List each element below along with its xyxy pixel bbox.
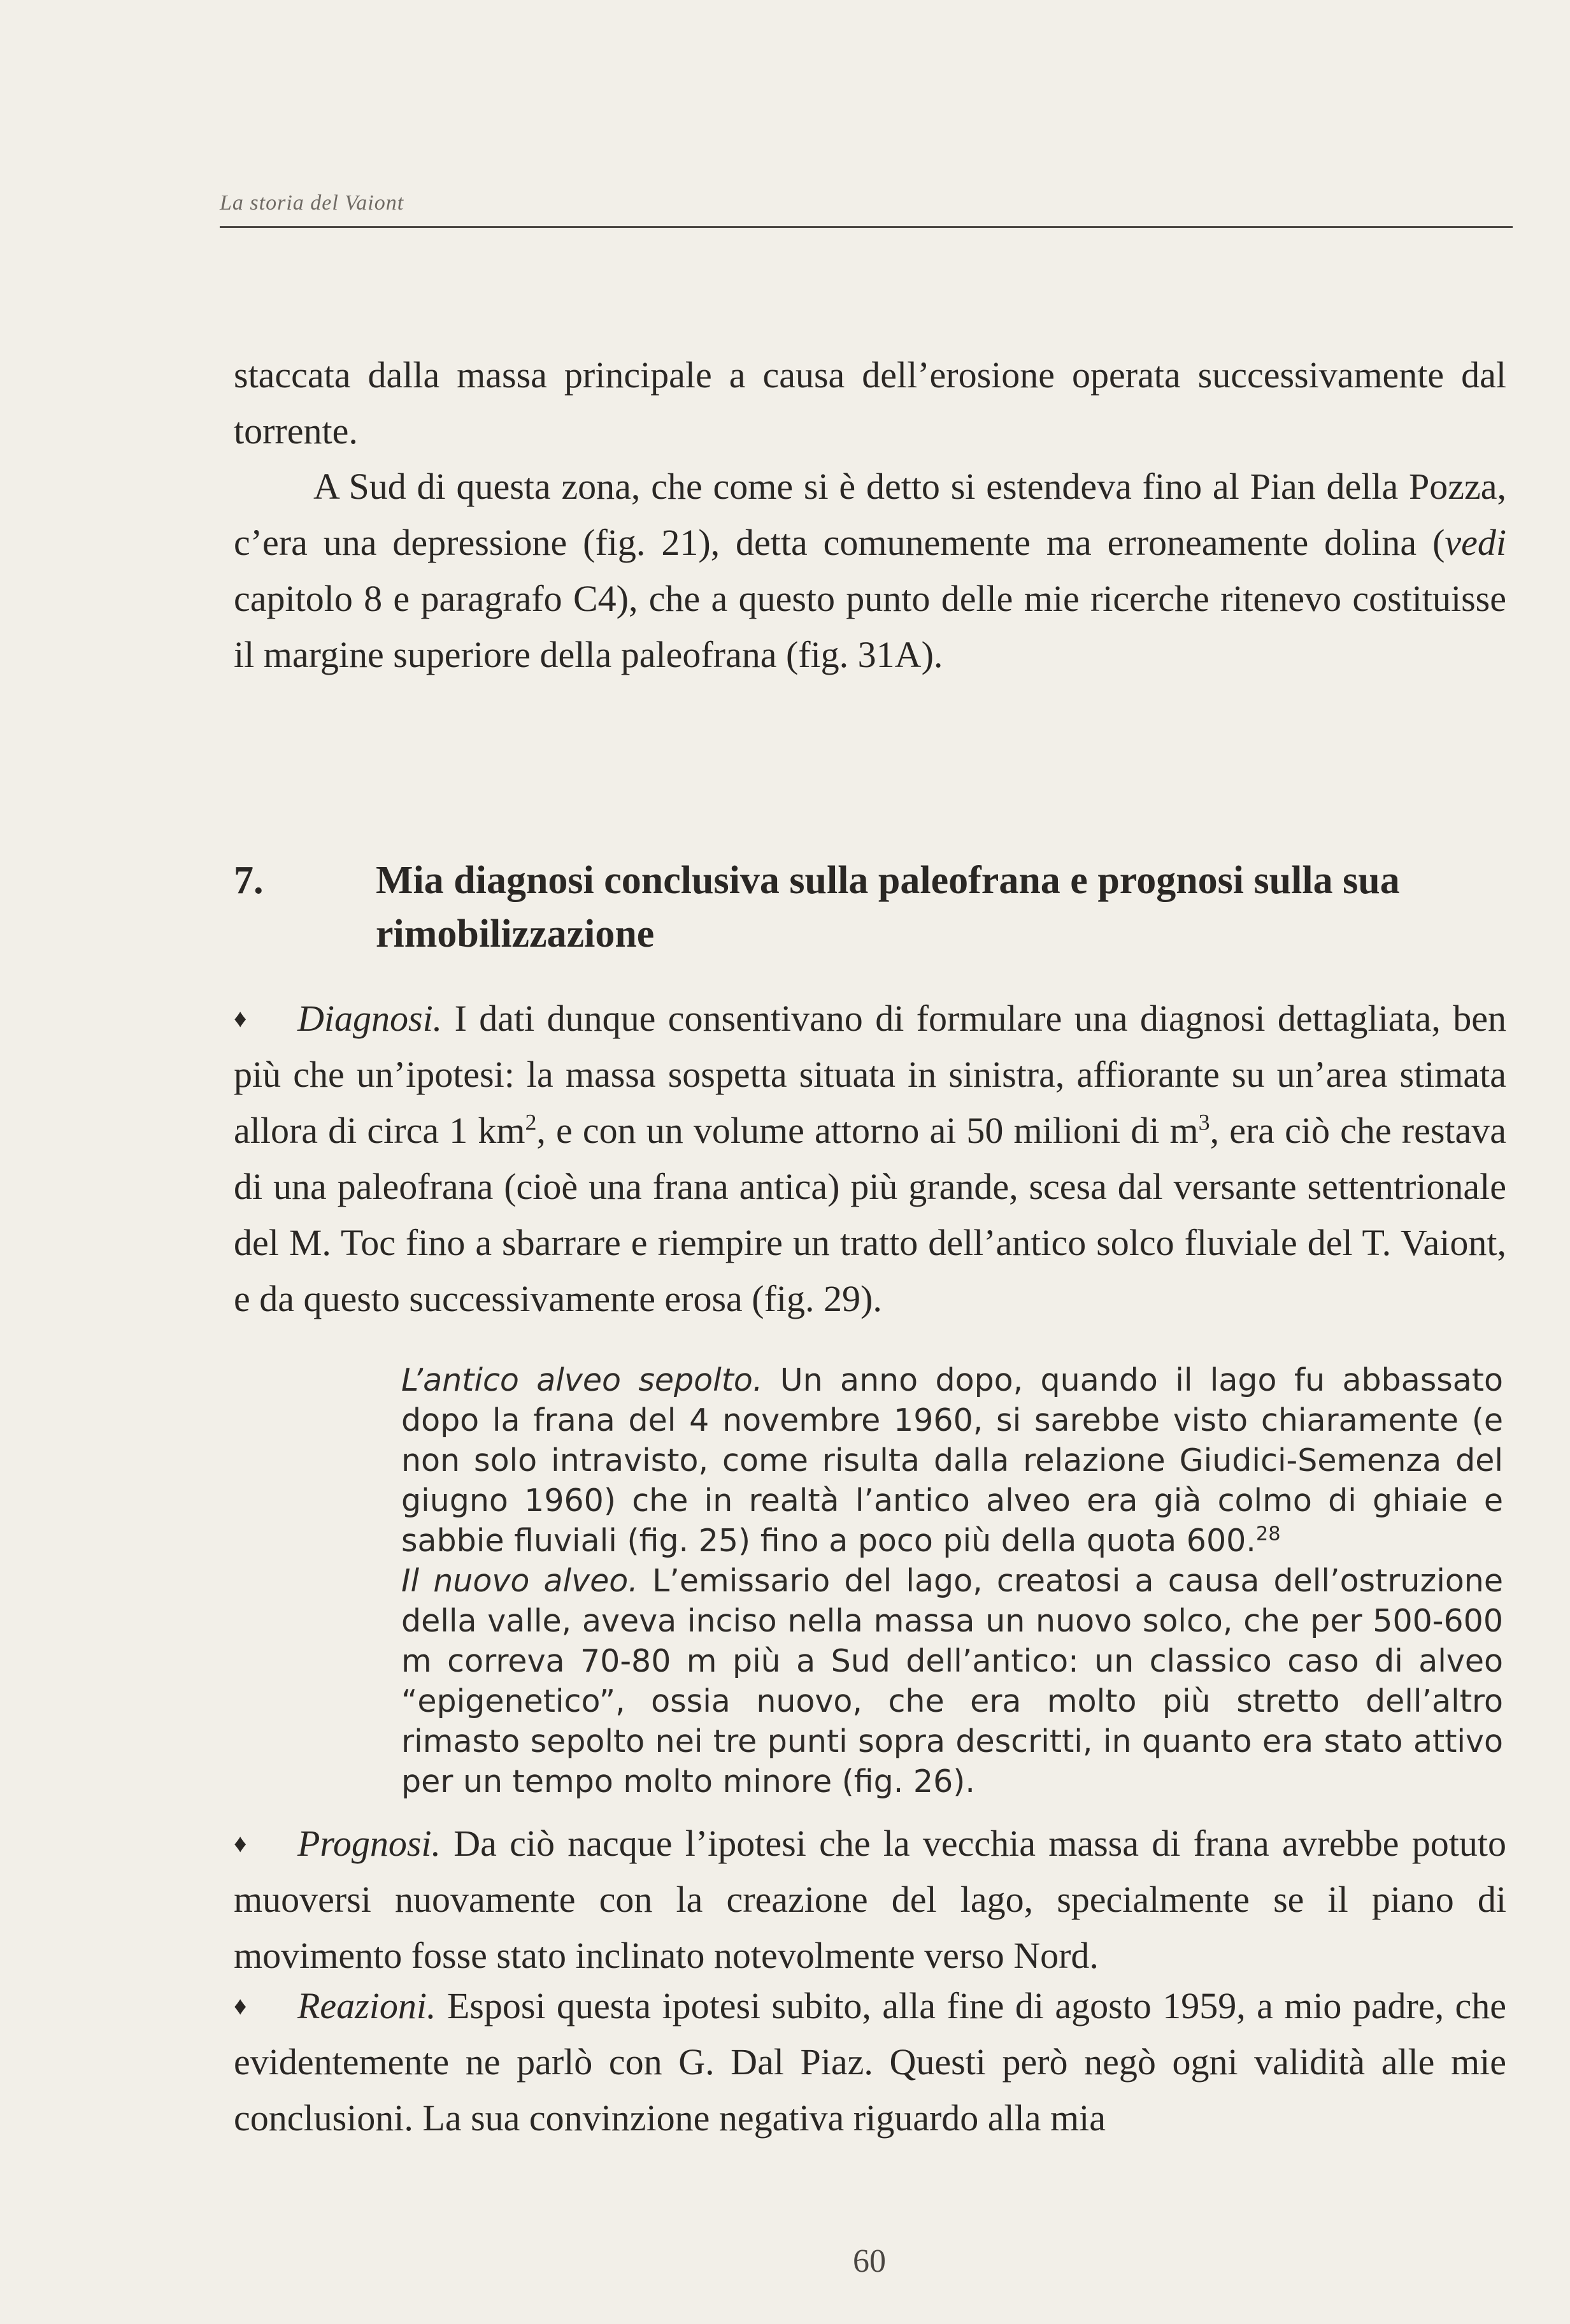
item-lead: Prognosi. — [297, 1823, 441, 1864]
paragraph-continuation: staccata dalla massa principale a causa dell’erosione operata successivamente dal torrente. — [234, 354, 1506, 452]
paragraph-vedi: vedi — [1445, 522, 1506, 563]
section-heading — [234, 854, 1514, 961]
paragraph-text: A Sud di questa zona, che come si è detto si estendeva fino al Pian della Pozza, c’era una depressione (fig. 21), detta comunemente ma erroneamente dolina ( — [234, 466, 1506, 563]
diamond-bullet-icon: ♦ — [234, 1829, 247, 1858]
footnote-marker: 28 — [1255, 1523, 1281, 1546]
paragraph-dolina — [234, 459, 1506, 683]
item-lead: Diagnosi. — [297, 998, 443, 1039]
item-text: Esposi questa ipotesi subito, alla fine di agosto 1959, a mio padre, che evidentemente ne parlò con G. Dal Piaz. Questi però negò ogni validità alle mie conclusioni. La sua convinzione negativa riguardo alla mia — [234, 1985, 1506, 2139]
inset-note — [401, 1360, 1503, 1802]
running-header: La storia del Vaiont — [220, 191, 404, 215]
item-prognosi — [234, 1816, 1506, 1984]
inset-text: L’emissario del lago, creatosi a causa dell’ostruzione della valle, aveva inciso nella massa un nuovo solco, che per 500-600 m correva 70-80 m più a Sud dell’antico: un classico caso di alveo “epigenetico”, ossia nuovo, che era molto più stretto dell’altro rimasto sepolto nei tre punti sopra descritti, in quanto era stato attivo per un tempo molto minore (fig. 26). — [401, 1563, 1504, 1800]
item-text: , era ciò che restava di una paleofrana (cioè una frana antica) più grande, scesa dal versante settentrionale del M. Toc fino a sbarrare e riempire un tratto dell’antico solco fluviale del T. Vaiont, e da questo successivamente erosa (fig. 29). — [234, 1110, 1507, 1319]
section-number: 7. — [234, 859, 264, 902]
inset-lead: Il nuovo alveo. — [401, 1563, 638, 1599]
item-reazioni — [234, 1978, 1506, 2146]
item-lead: Reazioni. — [297, 1985, 436, 2026]
diamond-bullet-icon: ♦ — [234, 1004, 247, 1033]
section-title: Mia diagnosi conclusiva sulla paleofrana e prognosi sulla sua rimobilizzazione — [376, 859, 1400, 956]
page-number: 60 — [853, 2243, 886, 2279]
paragraph-text: capitolo 8 e paragrafo C4), che a questo punto delle mie ricerche ritenevo costituisse il margine superiore della paleofrana (fig. 31A). — [234, 578, 1506, 675]
header-rule — [220, 226, 1513, 228]
superscript: 3 — [1198, 1109, 1210, 1135]
item-text: I dati dunque consentivano di formulare una diagnosi dettagliata, ben più che un’ipotesi: la massa sospetta situata in sinistra, affiorante su un’area stimata allora di circa 1 km — [234, 998, 1506, 1151]
inset-text: Un anno dopo, quando il lago fu abbassato dopo la frana del 4 novembre 1960, si sarebbe visto chiaramente (e non solo intravisto, come risulta dalla relazione Giudici-Semenza del giugno 1960) che in realtà l’antico alveo era già colmo di ghiaie e sabbie fluviali (fig. 25) fino a poco più della quota 600. — [401, 1362, 1503, 1559]
inset-nuovo-alveo — [401, 1561, 1503, 1802]
item-diagnosi — [234, 991, 1506, 1327]
item-text: , e con un volume attorno ai 50 milioni di m — [536, 1110, 1199, 1151]
superscript: 2 — [525, 1109, 537, 1135]
diamond-bullet-icon: ♦ — [234, 1991, 247, 2020]
inset-alveo-sepolto — [401, 1360, 1503, 1561]
item-text: Da ciò nacque l’ipotesi che la vecchia massa di frana avrebbe potuto muoversi nuovamente con la creazione del lago, specialmente se il piano di movimento fosse stato inclinato notevolmente verso Nord. — [234, 1823, 1506, 1976]
inset-lead: L’antico alveo sepolto. — [401, 1362, 763, 1398]
